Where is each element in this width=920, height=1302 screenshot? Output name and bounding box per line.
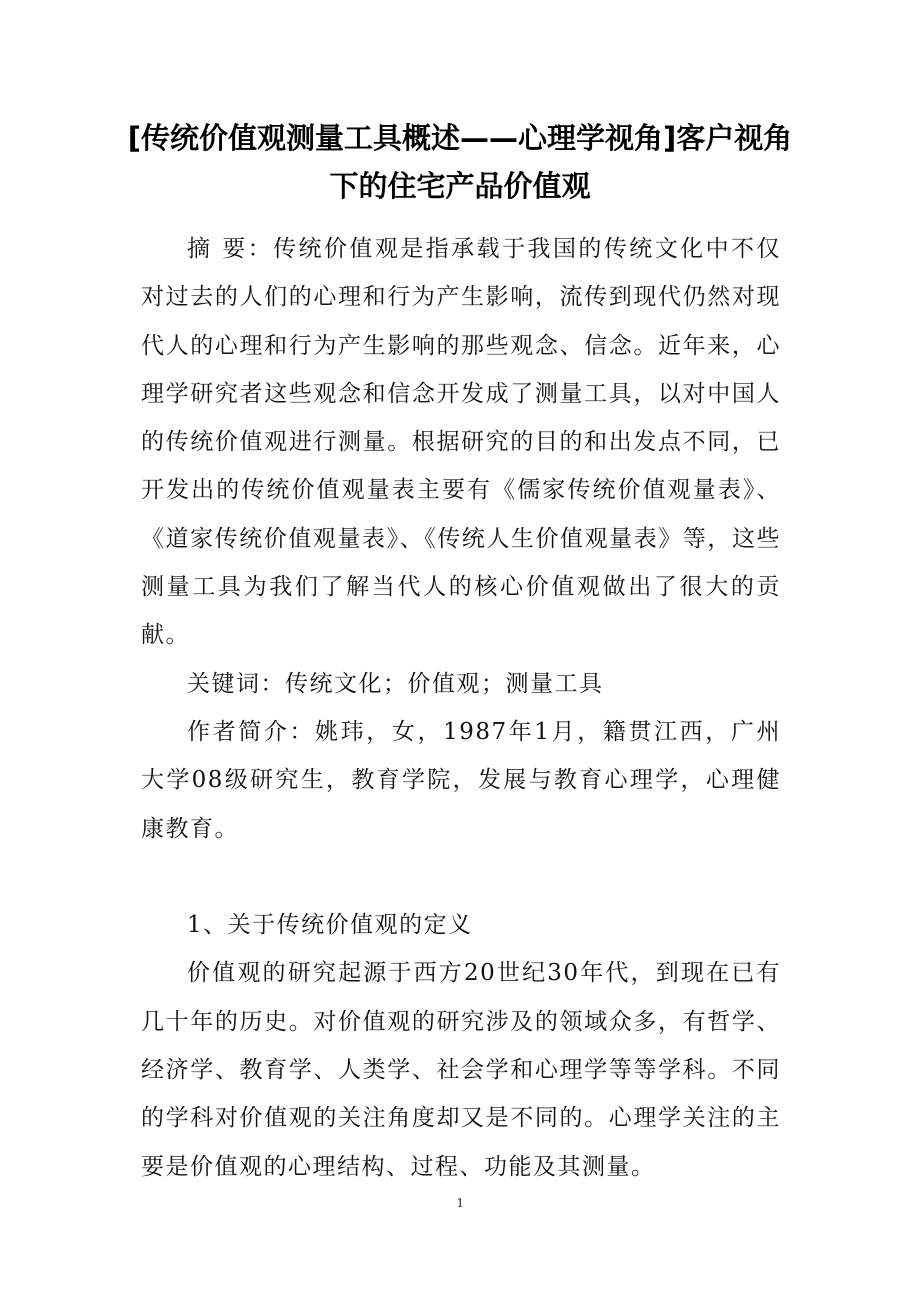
abstract-paragraph: 摘 要：传统价值观是指承载于我国的传统文化中不仅对过去的人们的心理和行为产生影响，流传到现代仍然对现代人的心理和行为产生影响的那些观念、信念。近年来，心理学研究者这些观念和信念开发成了测量工具，以对中国人的传统价值观进行测量。根据研究的目的和出发点不同，已开发出的传统价值观量表主要有《儒家传统价值观量表》、《道家传统价值观量表》、《传统人生价值观量表》等，这些测量工具为我们了解当代人的核心价值观做出了很大的贡献。 (141, 236, 781, 649)
author-bio-paragraph: 作者简介：姚玮，女，1987年1月，籍贯江西，广州大学08级研究生，教育学院，发展与教育心理学，心理健康教育。 (141, 718, 781, 842)
keywords-paragraph: 关键词：传统文化；价值观；测量工具 (187, 670, 604, 697)
document-title: [传统价值观测量工具概述——心理学视角]客户视角下的住宅产品价值观 (127, 121, 793, 203)
section-spacer (141, 853, 781, 901)
page-number: 1 (456, 1196, 464, 1211)
document-body (141, 225, 781, 1191)
section-paragraph: 价值观的研究起源于西方20世纪30年代，到现在已有几十年的历史。对价值观的研究涉及的领域众多，有哲学、经济学、教育学、人类学、社会学和心理学等等学科。不同的学科对价值观的关注角度却又是不同的。心理学关注的主要是价值观的心理结构、过程、功能及其测量。 (141, 960, 781, 1180)
section-heading: 1、关于传统价值观的定义 (187, 912, 473, 939)
